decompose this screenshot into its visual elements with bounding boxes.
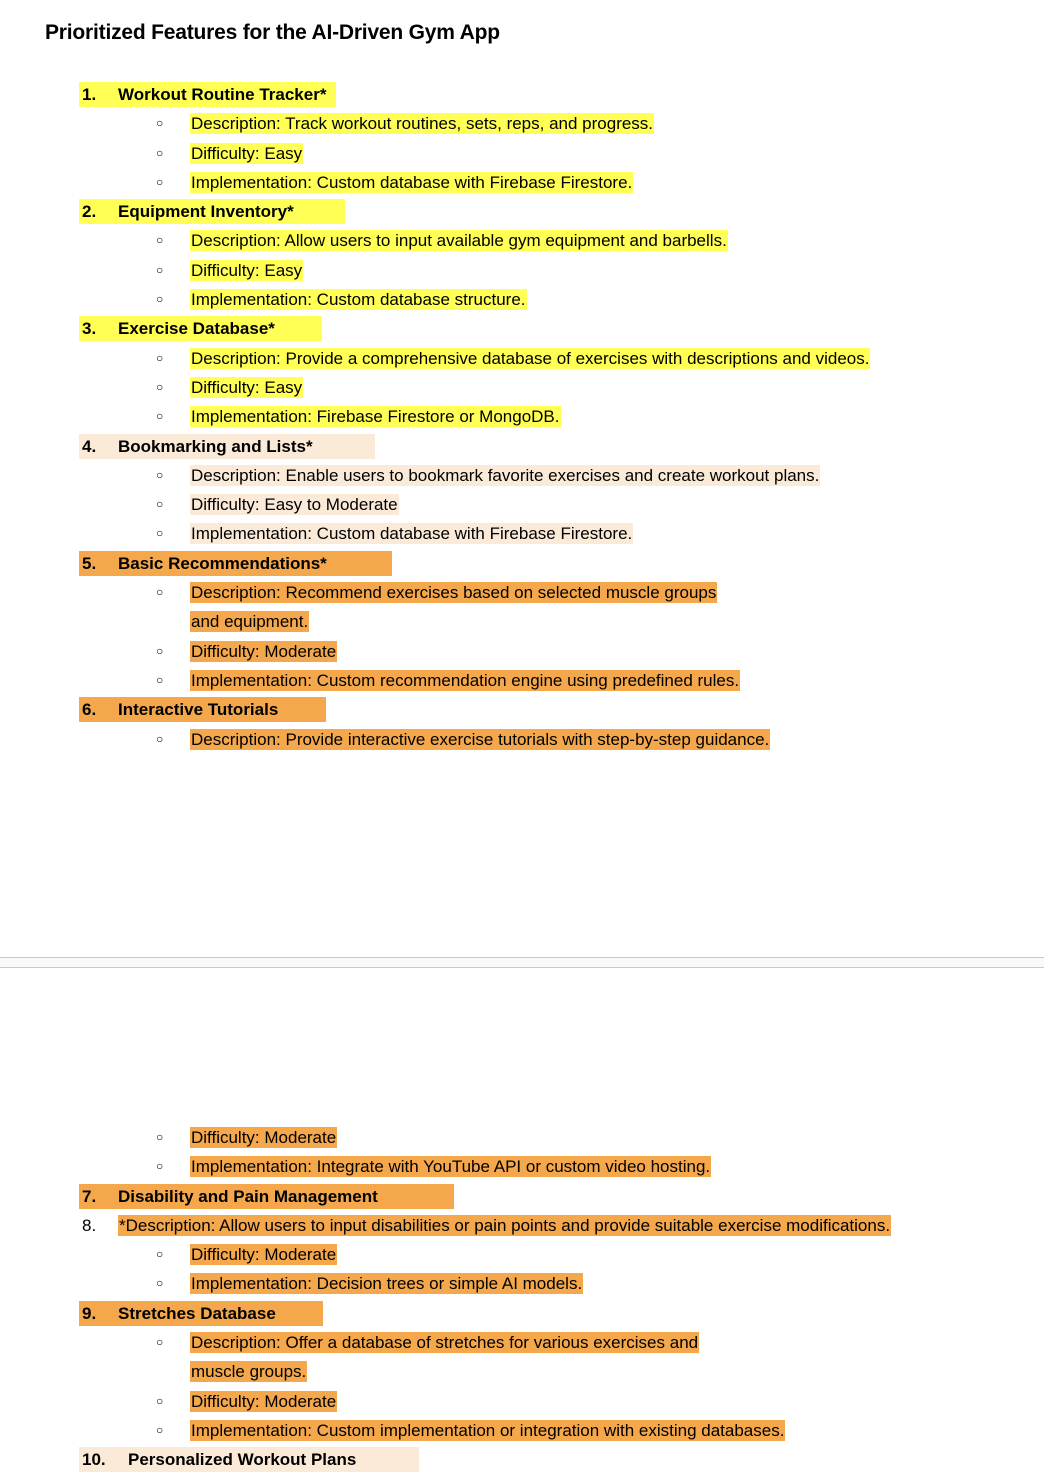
detail-line	[0, 373, 1044, 402]
list-item	[0, 314, 1044, 431]
feature-list-page-1	[0, 80, 1044, 754]
detail-line	[0, 109, 1044, 138]
detail-line	[0, 1416, 1044, 1445]
feature-heading	[0, 1299, 1044, 1328]
list-item	[0, 1445, 1044, 1470]
feature-title: Personalized Workout Plans	[128, 1450, 357, 1470]
feature-title: Interactive Tutorials	[118, 700, 279, 720]
detail-text: Description: Enable users to bookmark favorite exercises and create workout plans.	[191, 465, 820, 485]
list-item	[0, 1299, 1044, 1445]
circle-bullet-icon: ○	[156, 1422, 164, 1437]
circle-bullet-icon: ○	[156, 292, 164, 307]
circle-bullet-icon: ○	[156, 233, 164, 248]
circle-bullet-icon: ○	[156, 145, 164, 160]
circle-bullet-icon: ○	[156, 1247, 164, 1262]
detail-line	[0, 637, 1044, 666]
detail-text: Implementation: Custom database structure.	[191, 290, 526, 310]
list-number: 3.	[82, 319, 97, 339]
list-number: 2.	[82, 202, 97, 222]
feature-heading	[0, 1445, 1044, 1474]
detail-line	[0, 1240, 1044, 1269]
list-item	[0, 197, 1044, 314]
detail-text: Description: Provide interactive exercise tutorials with step-by-step guidance.	[191, 729, 770, 749]
circle-bullet-icon: ○	[156, 262, 164, 277]
circle-bullet-icon: ○	[156, 379, 164, 394]
list-number: 1.	[82, 85, 97, 104]
detail-text: Implementation: Firebase Firestore or MongoDB.	[191, 407, 560, 427]
detail-line	[0, 402, 1044, 431]
feature-heading	[0, 695, 1044, 724]
detail-text: Description: Recommend exercises based on selected muscle groups and equipment.	[191, 583, 717, 632]
detail-line	[0, 256, 1044, 285]
feature-heading	[0, 432, 1044, 461]
detail-text: Difficulty: Easy	[191, 143, 303, 163]
list-number: 5.	[82, 553, 97, 573]
circle-bullet-icon: ○	[156, 526, 164, 541]
list-number: 6.	[82, 700, 97, 720]
circle-bullet-icon: ○	[156, 1393, 164, 1408]
detail-line	[0, 578, 1044, 637]
list-item	[0, 432, 1044, 549]
feature-title: *Description: Allow users to input disabilities or pain points and provide suitable exercise modifications.	[119, 1215, 891, 1235]
feature-title: Workout Routine Tracker*	[118, 85, 327, 104]
circle-bullet-icon: ○	[156, 174, 164, 189]
circle-bullet-icon: ○	[156, 643, 164, 658]
feature-heading	[0, 80, 1044, 109]
continued-details	[0, 1123, 1044, 1182]
detail-line	[0, 461, 1044, 490]
list-item	[0, 695, 1044, 754]
detail-text: Difficulty: Easy	[191, 260, 303, 280]
detail-line	[0, 168, 1044, 197]
feature-title: Basic Recommendations*	[118, 553, 327, 573]
detail-text: Difficulty: Easy	[191, 377, 303, 397]
circle-bullet-icon: ○	[156, 116, 164, 131]
page-break-divider	[0, 957, 1044, 968]
circle-bullet-icon: ○	[156, 350, 164, 365]
detail-text: Difficulty: Moderate	[191, 1391, 337, 1411]
detail-text: Description: Offer a database of stretches for various exercises and muscle groups.	[191, 1333, 699, 1382]
detail-text: Implementation: Decision trees or simple AI models.	[191, 1274, 583, 1294]
feature-heading	[0, 197, 1044, 226]
list-number: 9.	[82, 1303, 97, 1323]
detail-text: Implementation: Integrate with YouTube API or custom video hosting.	[191, 1157, 711, 1177]
feature-heading	[0, 549, 1044, 578]
detail-line	[0, 666, 1044, 695]
detail-line	[0, 139, 1044, 168]
detail-line	[0, 1387, 1044, 1416]
detail-text: Description: Provide a comprehensive database of exercises with descriptions and videos.	[191, 348, 870, 368]
detail-text: Difficulty: Easy to Moderate	[191, 495, 398, 515]
detail-text: Difficulty: Moderate	[191, 1128, 337, 1147]
detail-line	[0, 344, 1044, 373]
detail-line	[0, 490, 1044, 519]
detail-line	[0, 1123, 1044, 1152]
list-number: 10.	[82, 1450, 106, 1470]
circle-bullet-icon: ○	[156, 1276, 164, 1291]
feature-title: Bookmarking and Lists*	[118, 436, 313, 456]
detail-text: Implementation: Custom implementation or integration with existing databases.	[191, 1420, 785, 1440]
page-title: Prioritized Features for the AI-Driven Gym App	[45, 21, 500, 44]
list-number: 4.	[82, 436, 97, 456]
feature-list-page-2	[0, 1123, 1044, 1470]
list-number: 7.	[82, 1186, 97, 1206]
circle-bullet-icon: ○	[156, 585, 164, 600]
circle-bullet-icon: ○	[156, 467, 164, 482]
detail-line	[0, 285, 1044, 314]
circle-bullet-icon: ○	[156, 731, 164, 746]
circle-bullet-icon: ○	[156, 409, 164, 424]
list-item	[0, 549, 1044, 695]
detail-text: Difficulty: Moderate	[191, 641, 337, 661]
circle-bullet-icon: ○	[156, 672, 164, 687]
circle-bullet-icon: ○	[156, 497, 164, 512]
detail-text: Implementation: Custom database with Firebase Firestore.	[191, 172, 633, 192]
circle-bullet-icon: ○	[156, 1159, 164, 1174]
list-item	[0, 80, 1044, 197]
detail-text: Description: Allow users to input available gym equipment and barbells.	[191, 231, 727, 251]
circle-bullet-icon: ○	[156, 1130, 164, 1144]
list-item	[0, 1182, 1044, 1211]
detail-text: Implementation: Custom database with Firebase Firestore.	[191, 524, 633, 544]
detail-line	[0, 1269, 1044, 1298]
detail-text: Difficulty: Moderate	[191, 1245, 337, 1265]
detail-line	[0, 725, 1044, 754]
feature-heading	[0, 1211, 1044, 1240]
feature-title: Equipment Inventory*	[118, 202, 294, 222]
document-page-2	[0, 968, 1044, 1470]
detail-text: Description: Track workout routines, sets, reps, and progress.	[191, 114, 654, 134]
detail-line	[0, 1152, 1044, 1181]
feature-title: Stretches Database	[118, 1303, 276, 1323]
detail-line	[0, 226, 1044, 255]
feature-heading	[0, 1182, 1044, 1211]
feature-title: Disability and Pain Management	[118, 1186, 378, 1206]
detail-line	[0, 1328, 1044, 1387]
feature-title: Exercise Database*	[118, 319, 275, 339]
circle-bullet-icon: ○	[156, 1335, 164, 1350]
detail-text: Implementation: Custom recommendation engine using predefined rules.	[191, 670, 740, 690]
feature-heading	[0, 314, 1044, 343]
list-item	[0, 1211, 1044, 1299]
list-number: 8.	[82, 1215, 97, 1235]
detail-line	[0, 519, 1044, 548]
